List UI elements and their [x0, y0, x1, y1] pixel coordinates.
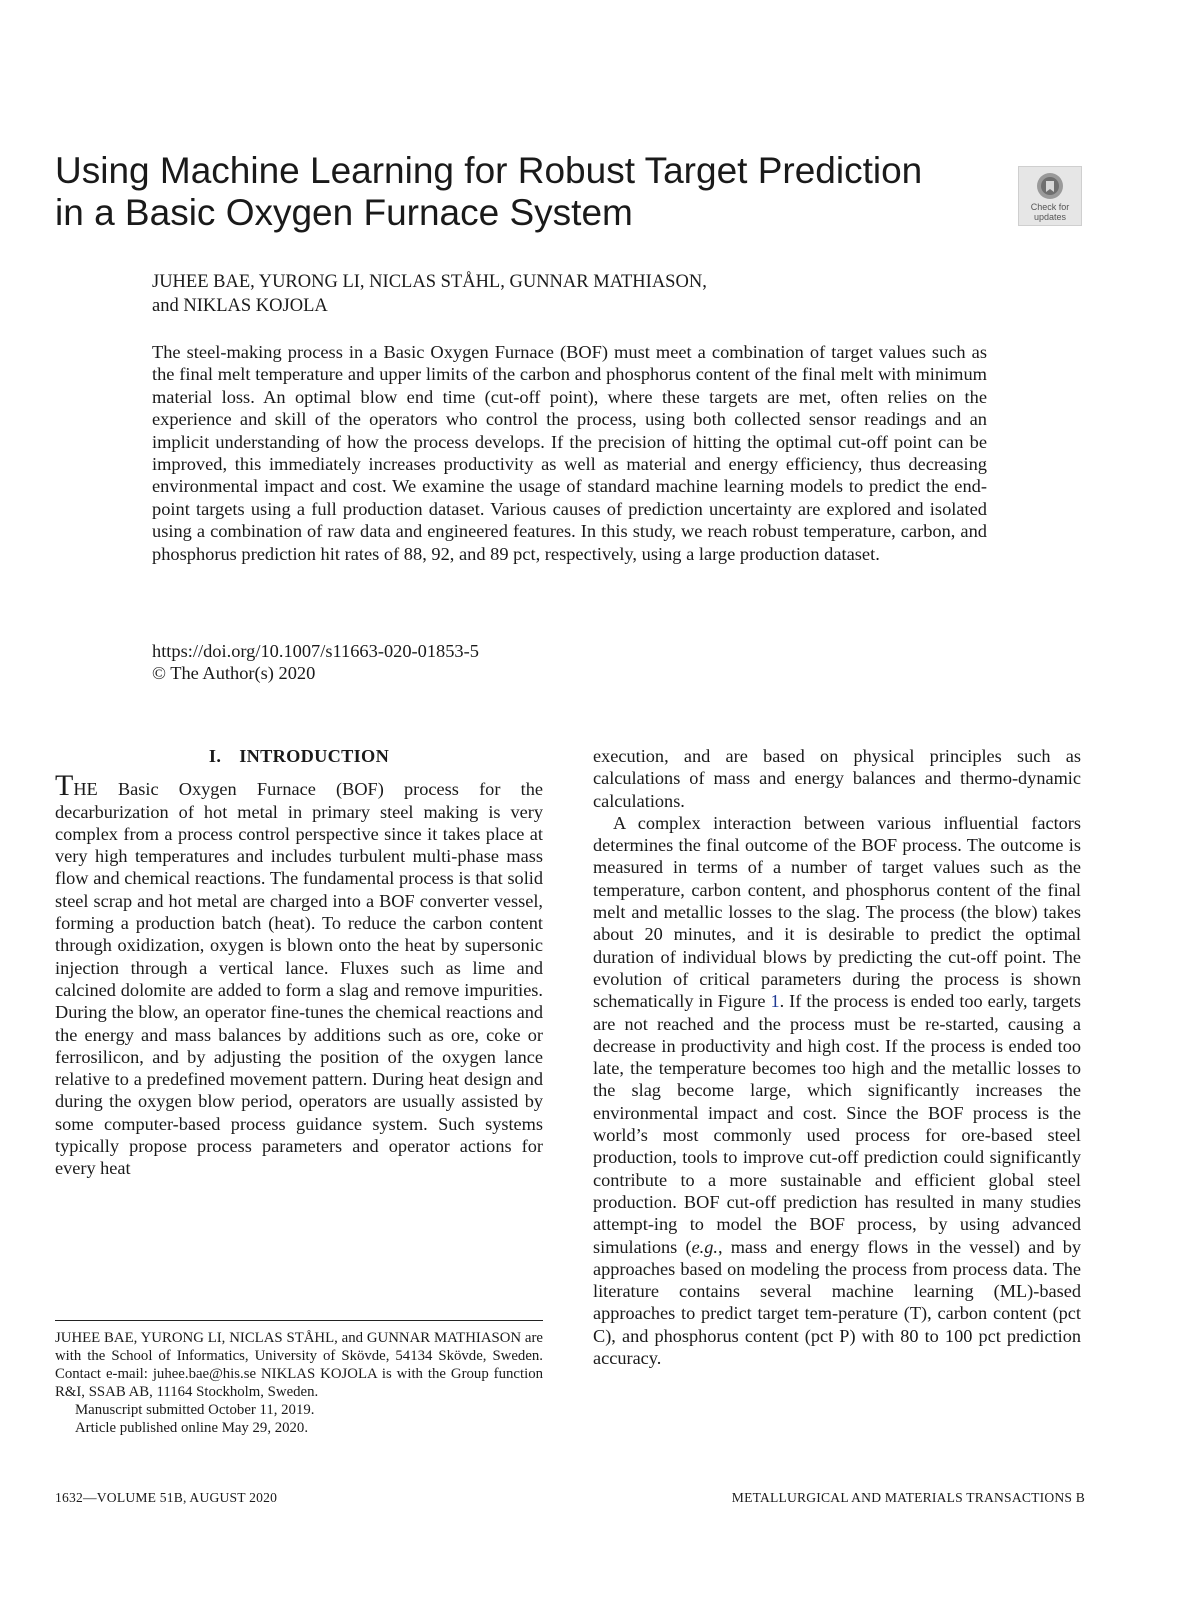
copyright-notice: © The Author(s) 2020 [152, 663, 316, 684]
doi-block [152, 640, 852, 685]
intro-small-caps: HE [73, 779, 98, 800]
authors-line-1: JUHEE BAE, YURONG LI, NICLAS STÅHL, GUNNAR MATHIASON, [152, 272, 707, 292]
crossmark-icon [1035, 171, 1065, 201]
intro-paragraph-2-part-b: . If the process is ended too early, targets are not reached and the process must be re-started, causing a decrease in productivity and high cost. If the process is ended too late, the temperature becomes too high and the metallic losses to the slag become large, which significantly increases the environmental impact and cost. Since the BOF process is the world’s most commonly used process for ore-based steel production, tools to improve cut-off prediction could significantly contribute to a more sustainable and efficient global steel production. BOF cut-off prediction has resulted in many studies attempt-ing to model the BOF process, by using advanced simulations ( [593, 991, 1081, 1257]
intro-paragraph-1-text: Basic Oxygen Furnace (BOF) process for the decarburization of hot metal in primary steel making is very complex from a process control perspective since it takes place at very high temperatures and includes turbulent multi-phase mass flow and chemical reactions. The fundamental process is that solid steel scrap and hot metal are charged into a BOF converter vessel, forming a production batch (heat). To reduce the carbon content through oxidization, oxygen is blown onto the heat by supersonic injection through a vertical lance. Fluxes such as lime and calcined dolomite are added to form a slag and remove impurities. During the blow, an operator fine-tunes the chemical reactions and the energy and mass balances by additions such as ore, coke or ferrosilicon, and by adjusting the position of the oxygen lance relative to a predefined movement pattern. During heat design and during the oxygen blow period, operators are usually assisted by some computer-based process guidance system. Such systems typically propose process parameters and operator actions for every heat [55, 779, 543, 1179]
footnote-affiliation: JUHEE BAE, YURONG LI, NICLAS STÅHL, and GUNNAR MATHIASON are with the School of Informatics, University of Skövde, 54134 Skövde, Sweden. Contact e-mail: juhee.bae@his.se NIKLAS KOJOLA is with the Group function R&I, SSAB AB, 11164 Stockholm, Sweden. [55, 1330, 543, 1400]
footnote-published: Article published online May 29, 2020. [75, 1420, 309, 1436]
footnote-divider [55, 1320, 543, 1321]
footer-journal: METALLURGICAL AND MATERIALS TRANSACTIONS B [731, 1490, 1085, 1505]
doi-link[interactable]: https://doi.org/10.1007/s11663-020-01853-5 [152, 641, 479, 661]
paper-title [55, 150, 955, 234]
footer-volume: 1632—VOLUME 51B, AUGUST 2020 [55, 1490, 278, 1505]
section-title: INTRODUCTION [239, 746, 390, 766]
section-number: I. [208, 746, 222, 766]
badge-label-line-1: Check for [1030, 202, 1070, 212]
drop-cap: T [55, 769, 74, 803]
title-line-1: Using Machine Learning for Robust Target Prediction [55, 150, 923, 191]
eg-italic: e.g. [691, 1236, 718, 1257]
section-heading [55, 745, 543, 767]
left-column [55, 745, 543, 1180]
figure-1-link[interactable]: 1 [770, 991, 780, 1012]
right-column [593, 745, 1081, 1369]
check-for-updates-badge[interactable] [1018, 166, 1082, 226]
author-list [152, 270, 992, 318]
badge-label-line-2: updates [1033, 212, 1067, 222]
intro-paragraph-1-continued: execution, and are based on physical principles such as calculations of mass and energy balances and thermo-dynamic calculations. [593, 746, 1081, 811]
intro-paragraph-1 [55, 769, 543, 1179]
intro-paragraph-2 [593, 812, 1081, 1369]
abstract: The steel-making process in a Basic Oxygen Furnace (BOF) must meet a combination of target values such as the final melt temperature and upper limits of the carbon and phosphorus content of the final melt with minimum material loss. An optimal blow end time (cut-off point), where these targets are met, often relies on the experience and skill of the operators who control the process, using both collected sensor readings and an implicit understanding of how the process develops. If the precision of hitting the optimal cut-off point can be improved, this immediately increases productivity as well as material and energy efficiency, thus decreasing environmental impact and cost. We examine the usage of standard machine learning models to predict the end-point targets using a full production dataset. Various causes of prediction uncertainty are explored and isolated using a combination of raw data and engineered features. In this study, we reach robust temperature, carbon, and phosphorus prediction hit rates of 88, 92, and 89 pct, respectively, using a large production dataset. [152, 342, 987, 564]
footnotes [55, 1329, 543, 1437]
intro-paragraph-2-part-c: , mass and energy flows in the vessel) and by approaches based on modeling the process from process data. The literature contains several machine learning (ML)-based approaches to predict target tem-perature (T), carbon content (pct C), and phosphorus content (pct P) with 80 to 100 pct prediction accuracy. [593, 1236, 1081, 1369]
footnote-submitted: Manuscript submitted October 11, 2019. [75, 1402, 315, 1418]
title-line-2: in a Basic Oxygen Furnace System [55, 192, 633, 233]
intro-paragraph-2-part-a: A complex interaction between various influential factors determines the final outcome of the BOF process. The outcome is measured in terms of a number of target values such as the temperature, carbon content, and phosphorus content of the final melt and metallic losses to the slag. The process (the blow) takes about 20 minutes, and it is desirable to predict the optimal duration of individual blows by predicting the cut-off point. The evolution of critical parameters during the process is shown schematically in Figure [593, 812, 1081, 1012]
authors-line-2: and NIKLAS KOJOLA [152, 296, 328, 316]
